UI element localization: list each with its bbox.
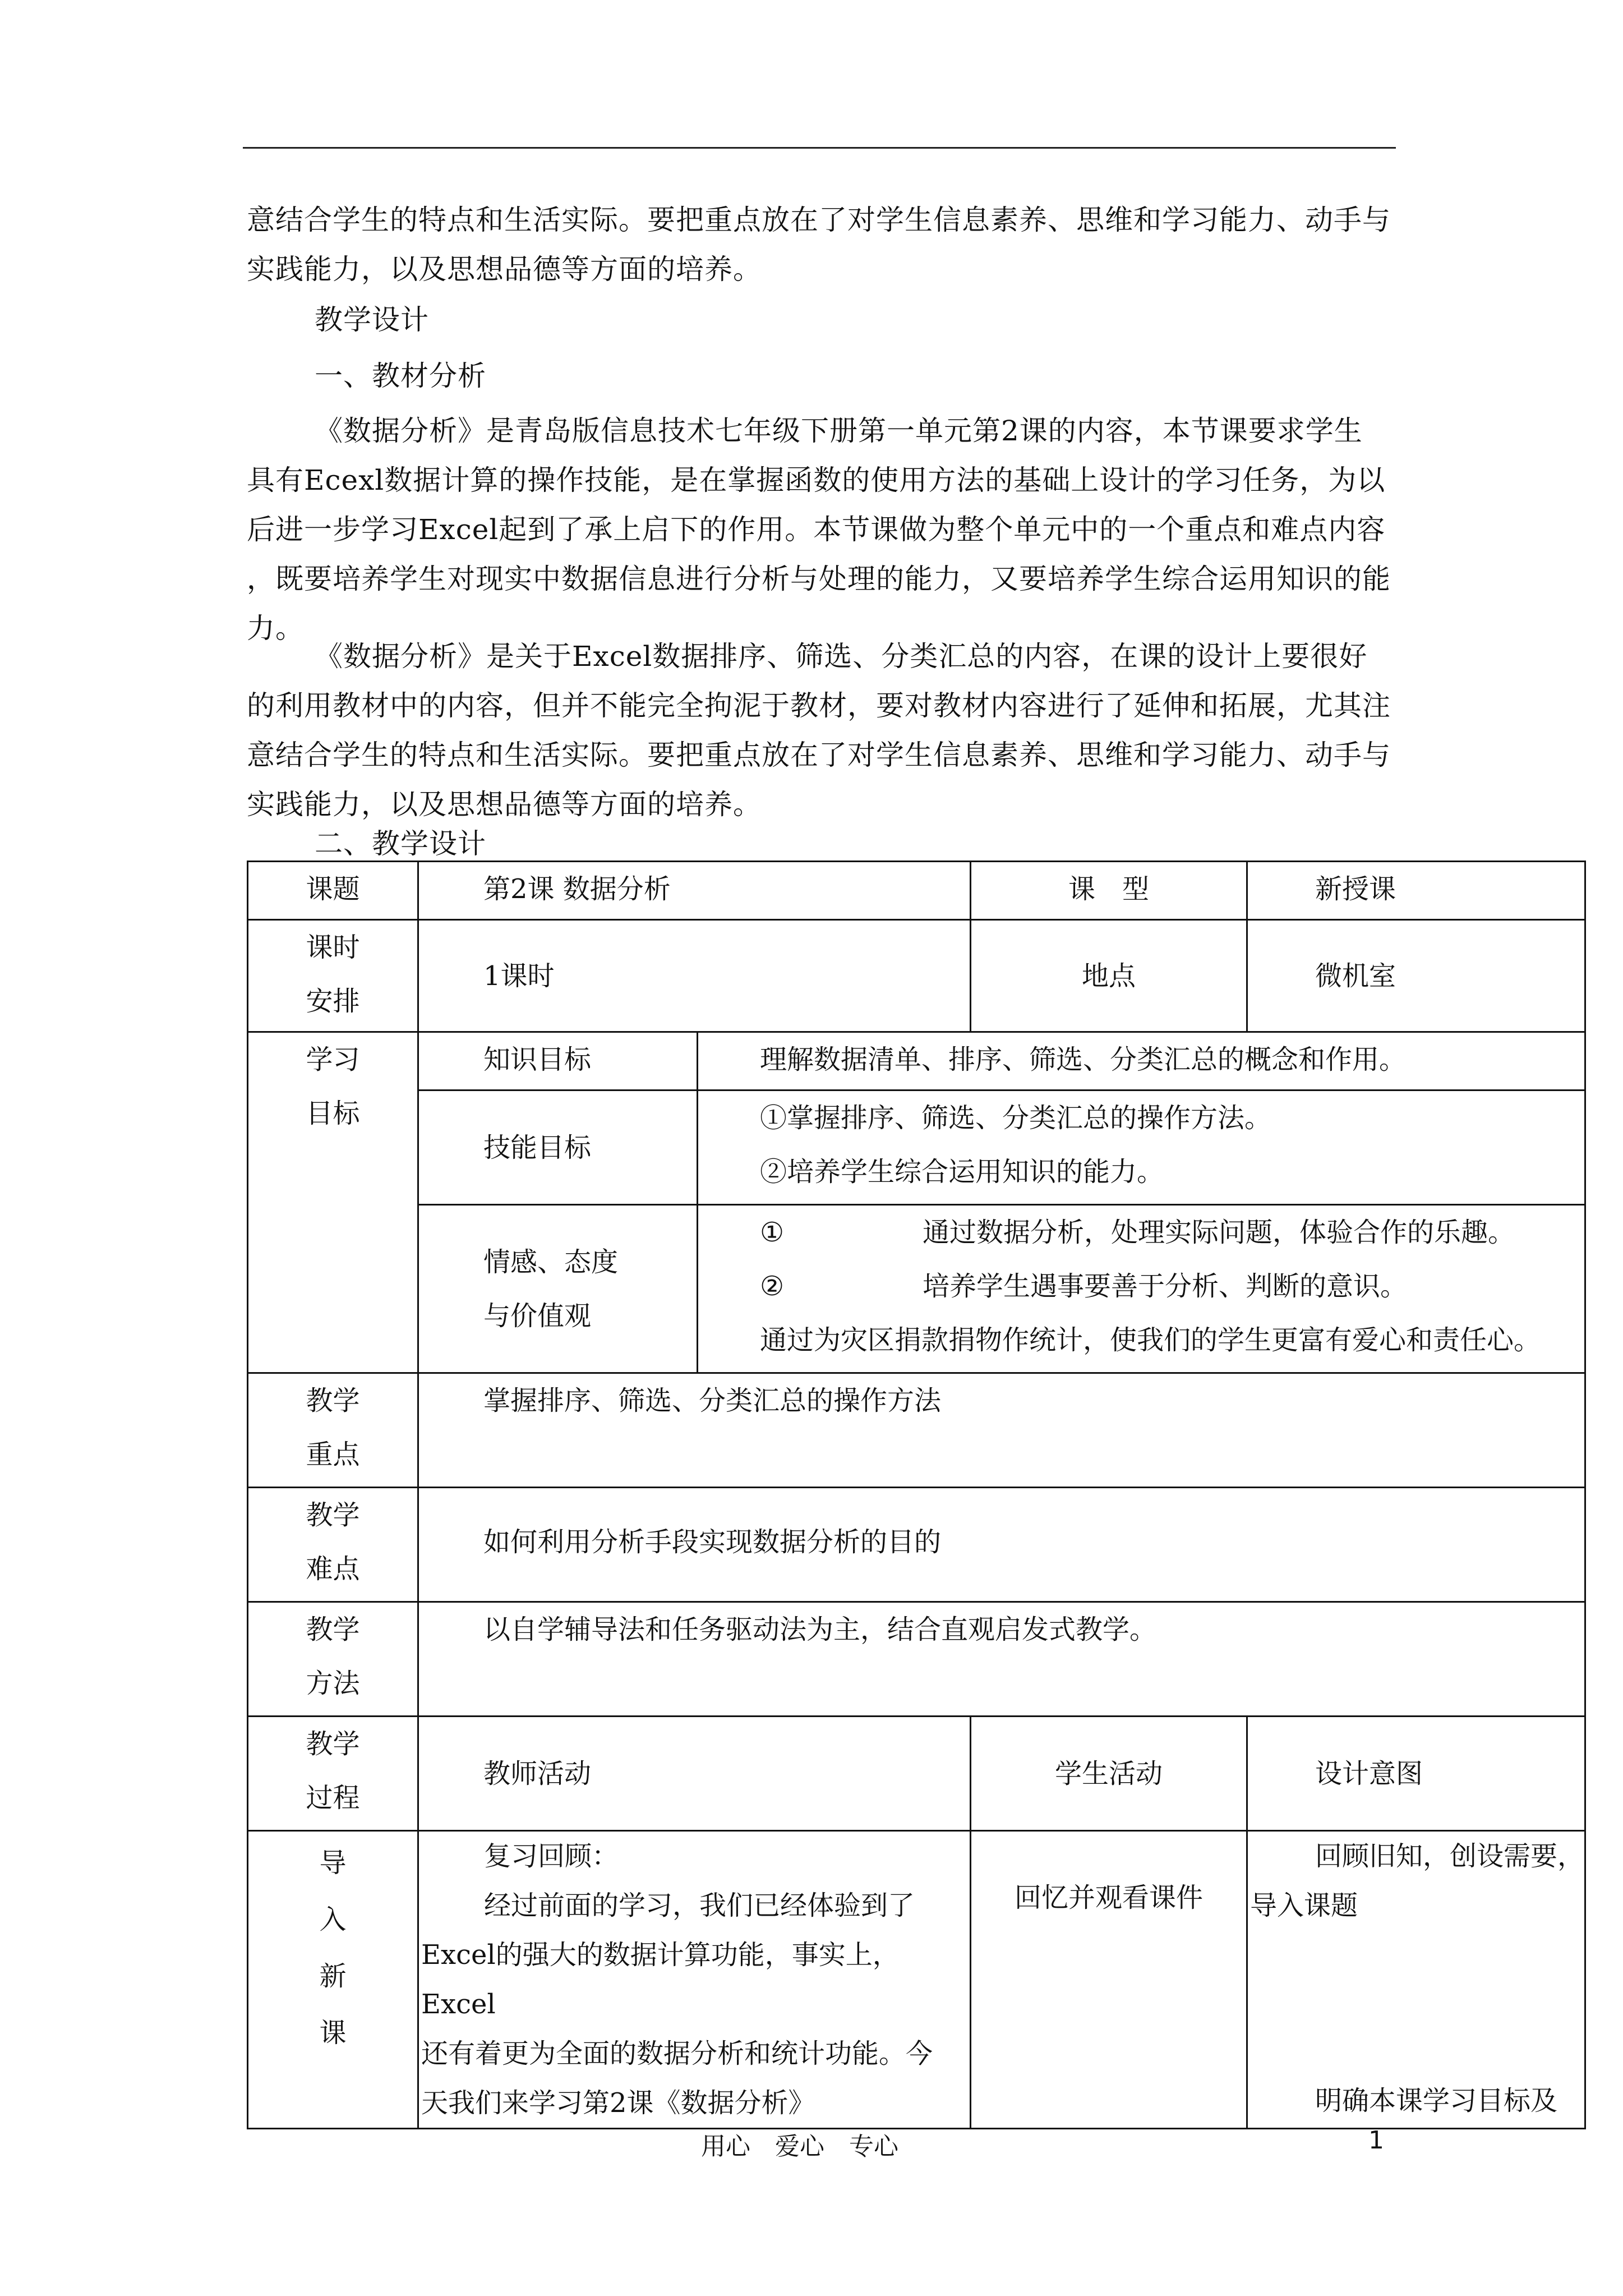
intent-line: 回顾旧知，创设需要， xyxy=(1315,1841,1585,1872)
label-skill-goal: 技能目标 xyxy=(418,1091,698,1205)
teacher-line: Excel的强大的数据计算功能，事实上，Excel xyxy=(421,1939,900,2020)
intent-line: 明确本课学习目标及 xyxy=(1315,2085,1558,2116)
label-method: 教学 方法 xyxy=(248,1602,418,1717)
label-knowledge-goal: 知识目标 xyxy=(418,1032,698,1091)
page-number: 1 xyxy=(1368,2126,1384,2155)
teacher-line: 经过前面的学习，我们已经体验到了 xyxy=(484,1890,915,1921)
text-line: 后进一步学习Excel起到了承上启下的作用。本节课做为整个单元中的一个重点和难点内容 xyxy=(247,513,1386,546)
emotion-item-1: ① 通过数据分析，处理实际问题，体验合作的乐趣。 xyxy=(760,1217,1515,1248)
key-point-value: 掌握排序、筛选、分类汇总的操作方法 xyxy=(418,1373,1585,1488)
knowledge-goal-value: 理解数据清单、排序、筛选、分类汇总的概念和作用。 xyxy=(698,1032,1585,1091)
review-title: 复习回顾： xyxy=(484,1841,619,1872)
text-line: 意结合学生的特点和生活实际。要把重点放在了对学生信息素养、思维和学习能力、动手与 xyxy=(247,204,1391,236)
row-process xyxy=(248,1717,1585,1831)
skill-item-2: ②培养学生综合运用知识的能力。 xyxy=(760,1156,1164,1188)
intro-student-activity: 回忆并观看课件 xyxy=(971,1831,1247,2129)
heading-material-analysis: 一、教材分析 xyxy=(315,360,486,392)
label-topic: 课题 xyxy=(248,862,418,920)
method-value: 以自学辅导法和任务驱动法为主，结合直观启发式教学。 xyxy=(418,1602,1585,1717)
lesson-type-value: 新授课 xyxy=(1247,862,1585,920)
teacher-line: 天我们来学习第2课《数据分析》 xyxy=(421,2087,815,2119)
emotion-item-3: 通过为灾区捐款捐物作统计，使我们的学生更富有爱心和责任心。 xyxy=(760,1324,1541,1356)
row-schedule xyxy=(248,920,1585,1032)
footer-motto: 用心 爱心 专心 xyxy=(701,2132,898,2161)
text-line: 力。 xyxy=(247,612,304,645)
text-line: 实践能力，以及思想品德等方面的培养。 xyxy=(247,253,762,286)
row-knowledge-goal xyxy=(248,1032,1585,1091)
emotion-item-2: ② 培养学生遇事要善于分析、判断的意识。 xyxy=(760,1271,1408,1302)
difficulty-value: 如何利用分析手段实现数据分析的目的 xyxy=(418,1488,1585,1602)
row-key-point xyxy=(248,1373,1585,1488)
design-intent-header: 设计意图 xyxy=(1247,1717,1585,1831)
student-activity-header: 学生活动 xyxy=(971,1717,1247,1831)
label-intro-lesson: 导 入 新 课 xyxy=(248,1831,418,2129)
label-place: 地点 xyxy=(971,920,1247,1032)
text-line: 意结合学生的特点和生活实际。要把重点放在了对学生信息素养、思维和学习能力、动手与 xyxy=(247,739,1391,771)
lesson-table xyxy=(247,861,1586,2129)
label-schedule: 课时 安排 xyxy=(248,920,418,1032)
heading-teaching-design: 教学设计 xyxy=(315,303,429,336)
label-difficulty: 教学 难点 xyxy=(248,1488,418,1602)
intent-line: 导入课题 xyxy=(1250,1890,1358,1921)
text-line: 《数据分析》是关于Excel数据排序、筛选、分类汇总的内容，在课的设计上要很好 xyxy=(315,640,1368,673)
row-difficulty xyxy=(248,1488,1585,1602)
skill-item-1: ①掌握排序、筛选、分类汇总的操作方法。 xyxy=(760,1102,1272,1134)
text-line: 具有Ecexl数据计算的操作技能，是在掌握函数的使用方法的基础上设计的学习任务，为以 xyxy=(247,464,1386,496)
heading-teaching-design-2: 二、教学设计 xyxy=(315,827,486,860)
text-line: 的利用教材中的内容，但并不能完全拘泥于教材，要对教材内容进行了延伸和拓展，尤其注 xyxy=(247,689,1391,722)
teacher-activity-header: 教师活动 xyxy=(418,1717,971,1831)
schedule-value: 1课时 xyxy=(418,920,971,1032)
row-intro-lesson xyxy=(248,1831,1585,2129)
label-process: 教学 过程 xyxy=(248,1717,418,1831)
place-value: 微机室 xyxy=(1247,920,1585,1032)
text-line: ，既要培养学生对现实中数据信息进行分析与处理的能力，又要培养学生综合运用知识的能 xyxy=(247,563,1391,595)
intro-teacher-activity xyxy=(418,1831,971,2129)
topic-value: 第2课 数据分析 xyxy=(418,862,971,920)
header-rule xyxy=(243,147,1396,149)
label-lesson-type: 课 型 xyxy=(971,862,1247,920)
label-emotion-goal: 情感、态度 与价值观 xyxy=(418,1205,698,1373)
row-emotion-goal xyxy=(248,1205,1585,1373)
label-goals: 学习 目标 xyxy=(248,1032,418,1373)
intro-paragraph xyxy=(247,195,1399,294)
teacher-line: 还有着更为全面的数据分析和统计功能。今 xyxy=(421,2038,933,2069)
paragraph-material-2 xyxy=(247,632,1399,829)
row-method xyxy=(248,1602,1585,1717)
row-topic xyxy=(248,862,1585,920)
paragraph-material-1 xyxy=(247,406,1399,653)
row-skill-goal xyxy=(248,1091,1585,1205)
emotion-goal-value xyxy=(698,1205,1585,1373)
skill-goal-value xyxy=(698,1091,1585,1205)
label-key-point: 教学 重点 xyxy=(248,1373,418,1488)
text-line: 实践能力，以及思想品德等方面的培养。 xyxy=(247,788,762,821)
intro-design-intent xyxy=(1247,1831,1585,2129)
text-line: 《数据分析》是青岛版信息技术七年级下册第一单元第2课的内容，本节课要求学生 xyxy=(315,415,1363,447)
